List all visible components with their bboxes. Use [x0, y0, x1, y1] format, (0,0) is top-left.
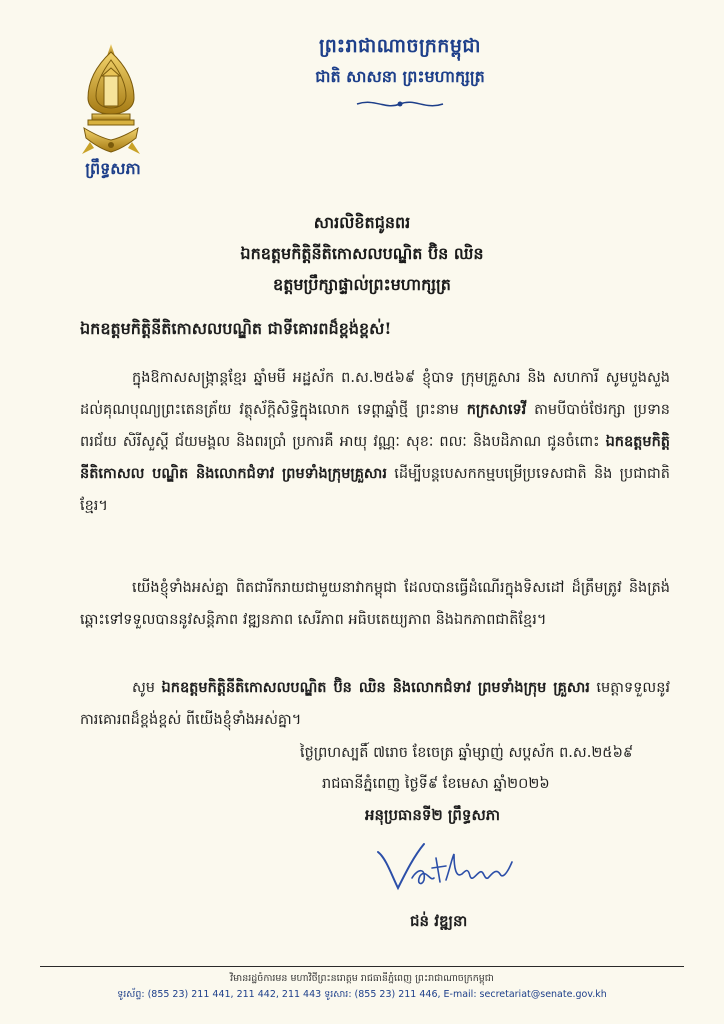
- date-solar: រាជធានីភ្នំពេញ ថ្ងៃទី៩ ខែមេសា ឆ្នាំ២០២៦: [322, 776, 550, 792]
- signature-image: [372, 838, 522, 898]
- signer-title: អនុប្រធានទី២ ព្រឹទ្ធសភា: [365, 806, 501, 824]
- p1-deity-name: កក្រសាទេវី: [466, 401, 527, 418]
- p3-text-a: សូម: [132, 680, 156, 696]
- recipient-name: ឯកឧត្តមកិត្តិនីតិកោសលបណ្ឌិត ប៊ិន ឈិន: [240, 244, 484, 263]
- footer-contacts: ទូរស័ព្ទ: (855 23) 211 441, 211 442, 211 443 ទូរសារ: (855 23) 211 446, E-mail: secretariat@senate.gov.kh: [117, 989, 607, 1000]
- p1-text-e: ដើម្បីបន្តបេសកកម្មបម្រើប្រទេសជាតិ និង ប្រជាជាតិខ្មែរ។: [80, 466, 671, 514]
- body-paragraph-2: យើងខ្ញុំទាំងអស់គ្នា ពិតជារីករាយជាមួយនាវាកម្ពុជា ដែលបានធ្វើដំណើរក្នុងទិសដៅ ដ៏ត្រឹមត្រូវ និងត្រង់ឆ្ពោះទៅទទួលបាននូវសន្តិភាព វឌ្ឍនភាព សេរីភាព អធិបតេយ្យភាព និងឯកភាពជាតិខ្មែរ។: [80, 580, 670, 628]
- p1-recipients: ឯកឧត្តមកិត្តិនីតិកោសល បណ្ឌិត និងលោកជំទាវ ព្រមទាំងក្រុមគ្រួសារ: [80, 433, 670, 482]
- p3-recipients: ឯកឧត្តមកិត្តិនីតិកោសលបណ្ឌិត ប៊ិន ឈិន និងលោកជំទាវ ព្រមទាំងក្រុម គ្រួសារ: [161, 679, 590, 696]
- salutation: ឯកឧត្តមកិត្តិនីតិកោសលបណ្ឌិត ជាទីគោរពដ៏ខ្ពង់ខ្ពស់!: [80, 319, 392, 338]
- p3-text-c: មេត្តាទទួលនូវការគោរពដ៏ខ្ពង់ខ្ពស់ ពីយើងខ្ញុំទាំងអស់គ្នា។: [80, 680, 671, 728]
- senate-emblem-icon: [78, 42, 144, 162]
- signer-name: ជន់ វឌ្ឍនា: [410, 912, 468, 930]
- p1-text-a: ក្នុងឱកាសសង្ក្រាន្តខ្មែរ ឆ្នាំមមី អដ្ឋស័ក ព.ស.២៥៦៩ ខ្ញុំបាទ ក្រុមគ្រួសារ និង សហការី សូមបួងសួងដល់គុណបុណ្យព្រះតេនត្រ័យ វត្ថុស័ក្តិសិទ្ធិក្នុងលោក ទេព្តាឆ្នាំថ្មី ព្រះនាម: [80, 370, 670, 418]
- footer-address: វិមានរដ្ឋចំការមន មហាវិថីព្រះនរោត្តម រាជធានីភ្នំពេញ ព្រះរាជាណាចក្រកម្ពុជា: [230, 973, 494, 984]
- ornament-divider-icon: [355, 96, 445, 112]
- p1-text-c: តាមបីបាច់ថែរក្សា ប្រទានពរជ័យ សិរីសួស្តី ជ័យមង្គល និងពរប្រាំ ប្រការគឺ អាយុ វណ្ណៈ សុខៈ ពលៈ និងបដិភាណ ជូនចំពោះ: [80, 402, 671, 450]
- recipient-position: ឧត្តមប្រឹក្សាផ្ទាល់ព្រះមហាក្សត្រ: [273, 275, 451, 294]
- kingdom-heading: ព្រះរាជាណាចក្រកម្ពុជា: [319, 35, 481, 57]
- date-lunar: ថ្ងៃព្រហស្បតិ៍ ៧រោច ខែចេត្រ ឆ្នាំម្សាញ់ សប្តស័ក ព.ស.២៥៦៩: [300, 745, 634, 761]
- body-paragraph-1: [80, 362, 670, 522]
- letter-title: សារលិខិតជូនពរ: [313, 213, 411, 232]
- footer-divider: [40, 966, 684, 967]
- body-paragraph-3: [80, 672, 670, 736]
- national-motto: ជាតិ សាសនា ព្រះមហាក្សត្រ: [315, 67, 485, 86]
- chamber-label: ព្រឹទ្ធសភា: [85, 159, 141, 178]
